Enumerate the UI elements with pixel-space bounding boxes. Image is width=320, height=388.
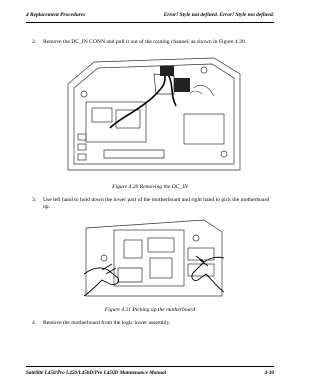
step-number: 4. (32, 320, 37, 326)
step-text: Remove the DC_IN CONN and pull it out of the routing channel, as shown in Figure 4.20. (43, 39, 247, 45)
figure-4-21-caption: Figure 4.21 Picking up the motherboard (104, 307, 196, 313)
footer-rule (26, 366, 274, 367)
step-text: Use left hand to hold down the lower part of the motherboard and right hand to pick the motherboard up. (43, 197, 270, 210)
footer-manual-title: Satellite L450/Pro L450/L450D/Pro L450D Maintenance Manual (26, 370, 167, 376)
header-rule (26, 22, 274, 23)
header-error-text: Error! Style not defined. Error! Style not defined. (163, 12, 274, 18)
figure-4-21-motherboard-drawing (84, 218, 224, 298)
step-text: Remove the motherboard from the logic lower assembly. (43, 320, 171, 326)
step-number: 3. (32, 197, 37, 203)
figure-4-20-caption: Figure 4.20 Removing the DC_IN (112, 184, 188, 190)
figure-4-20-dc-in-drawing (64, 54, 244, 174)
step-number: 2. (32, 39, 37, 45)
footer-page-number: 4-30 (264, 370, 274, 376)
header-section-title: 4 Replacement Procedures (26, 12, 86, 18)
